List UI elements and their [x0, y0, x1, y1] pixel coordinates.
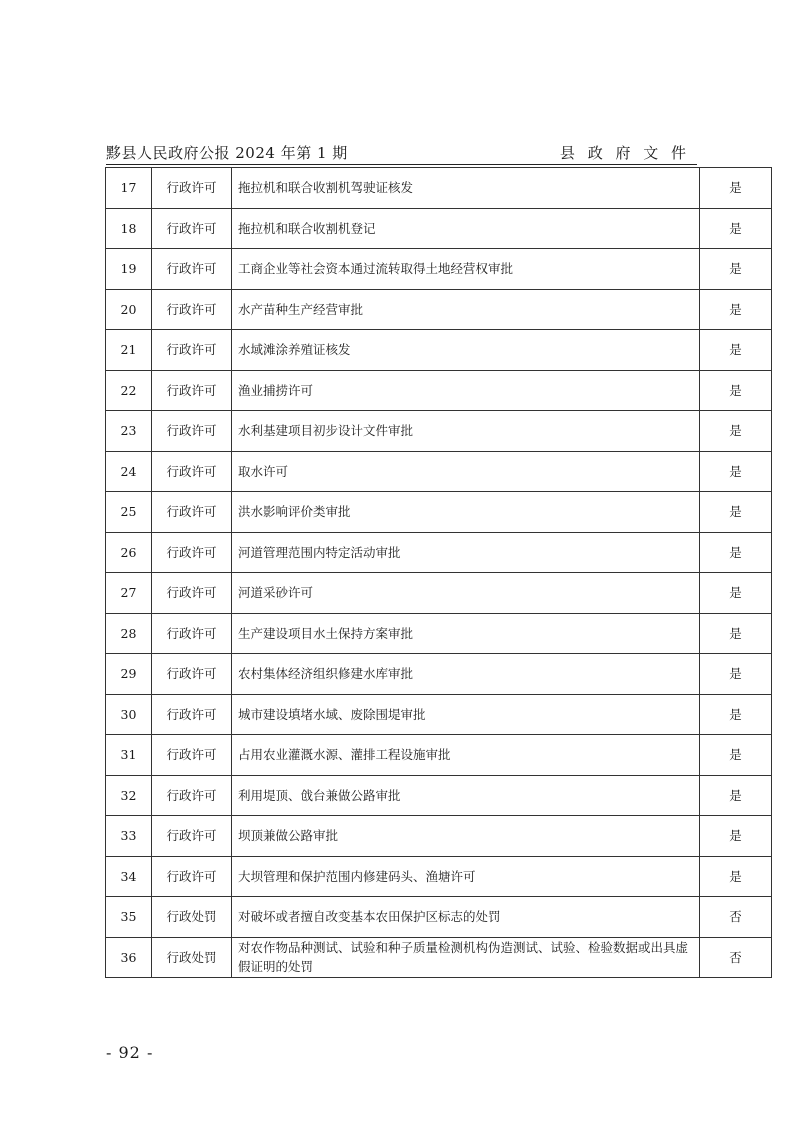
item-flag: 是 — [700, 289, 772, 330]
item-flag: 是 — [700, 856, 772, 897]
item-flag: 是 — [700, 411, 772, 452]
item-name: 水产苗种生产经营审批 — [232, 289, 700, 330]
item-flag: 是 — [700, 249, 772, 290]
item-type: 行政许可 — [152, 168, 232, 209]
item-type: 行政许可 — [152, 573, 232, 614]
item-flag: 是 — [700, 694, 772, 735]
table-row — [106, 289, 772, 330]
item-name: 拖拉机和联合收割机登记 — [232, 208, 700, 249]
row-number: 26 — [106, 532, 152, 573]
item-name: 对破坏或者擅自改变基本农田保护区标志的处罚 — [232, 897, 700, 938]
section-title: 县 政 府 文 件 — [559, 144, 690, 162]
table-row — [106, 573, 772, 614]
item-type: 行政许可 — [152, 856, 232, 897]
header-divider — [106, 164, 697, 165]
table-row — [106, 330, 772, 371]
item-name: 生产建设项目水土保持方案审批 — [232, 613, 700, 654]
item-flag: 是 — [700, 208, 772, 249]
item-flag: 是 — [700, 370, 772, 411]
item-flag: 否 — [700, 937, 772, 978]
item-type: 行政许可 — [152, 370, 232, 411]
item-type: 行政处罚 — [152, 897, 232, 938]
item-flag: 是 — [700, 775, 772, 816]
item-name: 占用农业灌溉水源、灌排工程设施审批 — [232, 735, 700, 776]
row-number: 23 — [106, 411, 152, 452]
table-row — [106, 492, 772, 533]
item-type: 行政许可 — [152, 451, 232, 492]
item-name: 工商企业等社会资本通过流转取得土地经营权审批 — [232, 249, 700, 290]
item-type: 行政处罚 — [152, 937, 232, 978]
table-row — [106, 370, 772, 411]
item-type: 行政许可 — [152, 208, 232, 249]
table-row — [106, 937, 772, 978]
row-number: 21 — [106, 330, 152, 371]
items-table-body — [106, 168, 772, 978]
item-name: 大坝管理和保护范围内修建码头、渔塘许可 — [232, 856, 700, 897]
item-type: 行政许可 — [152, 532, 232, 573]
item-flag: 是 — [700, 330, 772, 371]
table-row — [106, 856, 772, 897]
item-name: 拖拉机和联合收割机驾驶证核发 — [232, 168, 700, 209]
table-row — [106, 208, 772, 249]
row-number: 30 — [106, 694, 152, 735]
item-name: 渔业捕捞许可 — [232, 370, 700, 411]
item-type: 行政许可 — [152, 330, 232, 371]
item-name: 对农作物品种测试、试验和种子质量检测机构伪造测试、试验、检验数据或出具虚假证明的处罚 — [232, 937, 700, 978]
item-flag: 是 — [700, 532, 772, 573]
table-row — [106, 816, 772, 857]
row-number: 28 — [106, 613, 152, 654]
row-number: 17 — [106, 168, 152, 209]
item-type: 行政许可 — [152, 816, 232, 857]
item-name: 坝顶兼做公路审批 — [232, 816, 700, 857]
item-flag: 是 — [700, 654, 772, 695]
table-row — [106, 694, 772, 735]
item-name: 利用堤顶、戗台兼做公路审批 — [232, 775, 700, 816]
row-number: 25 — [106, 492, 152, 533]
item-type: 行政许可 — [152, 613, 232, 654]
item-name: 水利基建项目初步设计文件审批 — [232, 411, 700, 452]
table-row — [106, 168, 772, 209]
row-number: 35 — [106, 897, 152, 938]
row-number: 24 — [106, 451, 152, 492]
item-type: 行政许可 — [152, 775, 232, 816]
row-number: 36 — [106, 937, 152, 978]
row-number: 19 — [106, 249, 152, 290]
item-flag: 是 — [700, 816, 772, 857]
item-type: 行政许可 — [152, 492, 232, 533]
item-name: 水域滩涂养殖证核发 — [232, 330, 700, 371]
items-table — [105, 167, 772, 978]
row-number: 34 — [106, 856, 152, 897]
item-name: 河道采砂许可 — [232, 573, 700, 614]
row-number: 27 — [106, 573, 152, 614]
page-header — [106, 140, 690, 164]
item-flag: 是 — [700, 573, 772, 614]
row-number: 31 — [106, 735, 152, 776]
item-name: 河道管理范围内特定活动审批 — [232, 532, 700, 573]
row-number: 29 — [106, 654, 152, 695]
row-number: 33 — [106, 816, 152, 857]
gazette-title: 黟县人民政府公报 2024 年第 1 期 — [106, 144, 348, 162]
item-type: 行政许可 — [152, 735, 232, 776]
table-row — [106, 775, 772, 816]
item-type: 行政许可 — [152, 249, 232, 290]
table-row — [106, 654, 772, 695]
table-row — [106, 897, 772, 938]
item-flag: 是 — [700, 492, 772, 533]
item-flag: 是 — [700, 168, 772, 209]
row-number: 18 — [106, 208, 152, 249]
item-flag: 否 — [700, 897, 772, 938]
item-name: 取水许可 — [232, 451, 700, 492]
row-number: 22 — [106, 370, 152, 411]
item-flag: 是 — [700, 613, 772, 654]
item-type: 行政许可 — [152, 289, 232, 330]
page-number: - 92 - — [106, 1043, 154, 1062]
table-row — [106, 735, 772, 776]
table-row — [106, 532, 772, 573]
row-number: 20 — [106, 289, 152, 330]
table-row — [106, 613, 772, 654]
table-row — [106, 249, 772, 290]
item-type: 行政许可 — [152, 654, 232, 695]
row-number: 32 — [106, 775, 152, 816]
item-flag: 是 — [700, 451, 772, 492]
item-name: 洪水影响评价类审批 — [232, 492, 700, 533]
table-row — [106, 411, 772, 452]
table-row — [106, 451, 772, 492]
item-name: 城市建设填堵水域、废除围堤审批 — [232, 694, 700, 735]
item-name: 农村集体经济组织修建水库审批 — [232, 654, 700, 695]
item-type: 行政许可 — [152, 694, 232, 735]
item-flag: 是 — [700, 735, 772, 776]
item-type: 行政许可 — [152, 411, 232, 452]
